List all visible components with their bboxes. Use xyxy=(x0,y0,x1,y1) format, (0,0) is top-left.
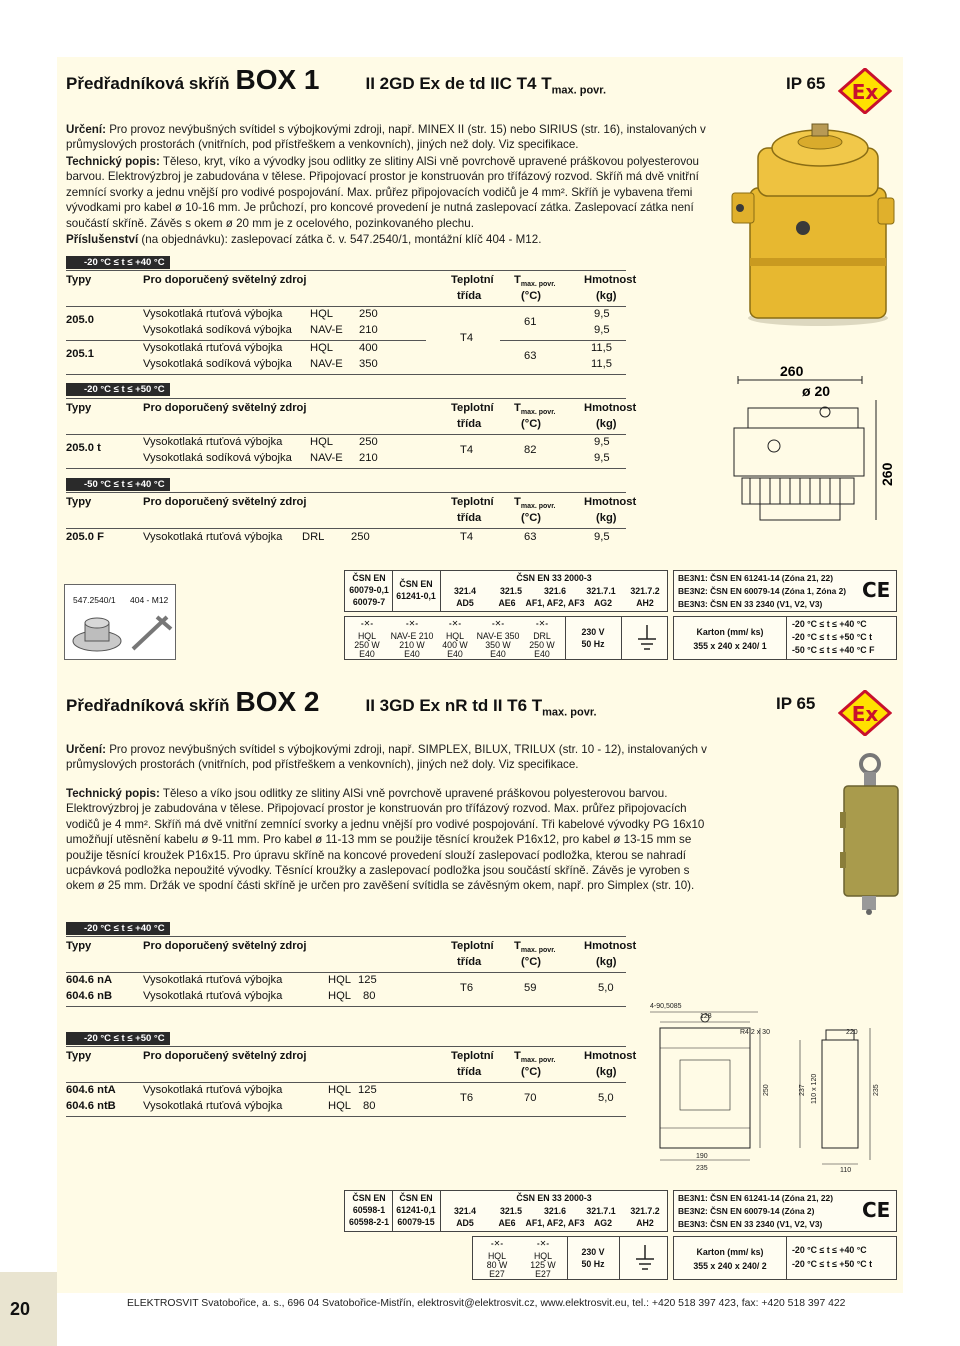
col-typy: Typy xyxy=(66,940,92,952)
table-row-lamp: Vysokotlaká rtuťová výbojka xyxy=(143,531,283,543)
box2-packaging-grid xyxy=(673,1236,897,1280)
box2-cert-sub: max. povr. xyxy=(542,706,597,719)
grid-divider xyxy=(392,571,393,611)
table-rule xyxy=(66,1082,626,1083)
lamp-base: E27 xyxy=(535,1269,551,1279)
grid-divider xyxy=(567,1237,568,1279)
table-row-code: HQL xyxy=(328,1100,352,1112)
lamp-code: HQL xyxy=(357,631,377,641)
box2-dim: 4-90,5085 xyxy=(650,1003,682,1010)
col-tmax-label: T xyxy=(514,1050,521,1062)
sealing-cap-icon xyxy=(71,611,123,655)
table-row-mass: 9,5 xyxy=(594,531,610,543)
col-hmotnost: Hmotnost xyxy=(584,274,637,286)
col-trida: třída xyxy=(457,418,482,430)
standard-csn33: ČSN EN 33 2000-3 xyxy=(516,573,592,583)
col-tmax-label: T xyxy=(514,402,521,414)
grid-divider xyxy=(565,617,566,659)
table-row-code: NAV-E xyxy=(310,358,343,370)
table-row-watt: 125 xyxy=(358,974,377,986)
table-row-code: HQL xyxy=(328,974,352,986)
lamp-code: HQL xyxy=(445,631,465,641)
env-value: AF1, AF2, AF3 xyxy=(525,1218,585,1228)
grid-divider xyxy=(619,1237,620,1279)
temp-spec: -20 °C ≤ t ≤ +40 °C xyxy=(792,1245,867,1255)
box2-dim: 237 xyxy=(799,1084,806,1096)
env-value: AE6 xyxy=(498,1218,516,1228)
box1-ip-rating: IP 65 xyxy=(786,74,826,93)
table-row-class: T6 xyxy=(460,1092,474,1104)
table-row-code: NAV-E xyxy=(310,452,343,464)
col-trida: třída xyxy=(457,1066,482,1078)
col-celsius: (°C) xyxy=(521,956,542,968)
col-tmax-sub: max. povr. xyxy=(520,281,556,289)
col-zdroj: Pro doporučený světelný zdroj xyxy=(143,274,307,286)
table-row-tmax: 70 xyxy=(524,1092,537,1104)
col-kg: (kg) xyxy=(596,290,617,302)
box2-dim: 220 xyxy=(846,1029,858,1036)
table-row-watt: 400 xyxy=(359,342,378,354)
table-row-code: DRL xyxy=(302,531,325,543)
env-code: 321.4 xyxy=(453,586,476,596)
table-rule xyxy=(66,492,626,493)
col-tmax-sub: max. povr. xyxy=(520,503,556,511)
lamp-base: E40 xyxy=(359,649,375,659)
lamp-watt: 80 W xyxy=(486,1260,508,1270)
table-row-lamp: Vysokotlaká rtuťová výbojka xyxy=(143,974,283,986)
col-tmax xyxy=(514,274,555,288)
table-rule xyxy=(66,972,626,973)
table-rule xyxy=(66,398,626,399)
packaging-label: Karton (mm/ ks) xyxy=(696,627,764,637)
standard-csn: ČSN EN xyxy=(352,573,386,583)
be-standard: BE3N1: ČSN EN 61241-14 (Zóna 21, 22) xyxy=(678,1193,833,1203)
table-row-lamp: Vysokotlaká rtuťová výbojka xyxy=(143,436,283,448)
lamp-code: HQL xyxy=(487,1251,507,1261)
box1-dim-width: 260 xyxy=(780,363,804,379)
be-standard: BE3N3: ČSN EN 33 2340 (V1, V2, V3) xyxy=(678,1219,823,1229)
footer-contact: ELEKTROSVIT Svatobořice, a. s., 696 04 Svatobořice-Mistřín, elektrosvit@elektrosvit.cz, www.elektrosvit.eu, tel.: +420 518 397 423, fax: +420 518 397 422 xyxy=(127,1298,846,1309)
lamp-watt: 250 W xyxy=(529,640,555,650)
table-row-watt: 350 xyxy=(359,358,378,370)
table-row-tmax: 61 xyxy=(524,316,537,328)
standard-csn: 60079-15 xyxy=(397,1217,435,1227)
table-row-code: HQL xyxy=(310,342,334,354)
table-row-code: HQL xyxy=(328,990,352,1002)
box2-title-big: BOX 2 xyxy=(235,686,320,717)
lamp-code: NAV-E 350 xyxy=(476,631,520,641)
col-celsius: (°C) xyxy=(521,290,542,302)
box1-accessories-text xyxy=(66,232,706,247)
table-row-typ: 205.0 xyxy=(66,314,94,326)
box1-standards-grid xyxy=(344,570,668,612)
box2-table-2 xyxy=(66,1046,637,1120)
env-code: 321.7.1 xyxy=(586,586,616,596)
box2-dim: R4,2 x 30 xyxy=(740,1029,770,1036)
standard-csn: 61241-0,1 xyxy=(396,1205,436,1215)
voltage: 230 V xyxy=(581,627,605,637)
box2-dim: 235 xyxy=(696,1165,708,1172)
col-tmax-label: T xyxy=(514,274,521,286)
standard-csn: 60079-0,1 xyxy=(349,585,389,595)
col-typy: Typy xyxy=(66,496,92,508)
table-row-watt: 250 xyxy=(359,308,378,320)
lamp-watt: 250 W xyxy=(354,640,380,650)
col-tmax xyxy=(514,940,555,954)
env-code: 321.7.2 xyxy=(630,1206,660,1216)
box2-ip-rating: IP 65 xyxy=(776,694,816,713)
box1-temp-range-1: -20 °C ≤ t ≤ +40 °C xyxy=(66,256,170,269)
lamp-symbol-icon: -✕- xyxy=(360,619,374,628)
env-value: AD5 xyxy=(456,1218,474,1228)
table-rule xyxy=(66,1046,626,1047)
box1-certification xyxy=(366,74,607,96)
be-standard: BE3N3: ČSN EN 33 2340 (V1, V2, V3) xyxy=(678,599,823,609)
box2-tech-text: Těleso a víko jsou odlitky ze slitiny AlSi vně povrchově upravené práškovou polyesterovou barvou. Elektrovýzbroj je zabudována v tělese. Připojovací prostor je konstruován pro třífázový rozvod. Max. průřez připojovacích vodičů je 4 mm². Skříň má dvě vnitřní zemnící svorky a jednu vnější pro vodivé pospojování. Tři kabelové vývodky PG 16x10 umožňují utěsnění kabelu ø 9-11 mm. Pro kabel ø 11-13 mm se použije těsnící kroužek P16x12, pro kabel ø 13-15 mm se použije těsnící kroužek P16x15. Pro úpravu skříně na koncové provedení slouží zaslepovací podložka, kterou se nahradí ucpávková podložka nepoužité vývodky. Těsnící kroužky a zaslepovací podložka jsou součástí skříně. Závěs je vyroben s okem ø 25 mm. Držák ve spodní části skříně je určen pro zavěšení svítidla se závěsným okem, např. pro Simplex (str. 10). xyxy=(66,787,705,893)
table-row-lamp: Vysokotlaká sodíková výbojka xyxy=(143,358,292,370)
col-trida: třída xyxy=(457,956,482,968)
table-row-lamp: Vysokotlaká sodíková výbojka xyxy=(143,452,292,464)
temp-spec: -20 °C ≤ t ≤ +50 °C t xyxy=(792,632,873,642)
table-rule xyxy=(66,374,626,375)
box2-standards-grid xyxy=(344,1190,668,1232)
box1-cert-text: II 2GD Ex de td IIC T4 T xyxy=(365,74,552,93)
page-number: 20 xyxy=(10,1299,31,1319)
box1-packaging-grid xyxy=(673,616,897,660)
table-row-class: T4 xyxy=(460,531,474,543)
table-row-mass: 11,5 xyxy=(591,358,612,370)
standard-csn: 61241-0,1 xyxy=(396,591,436,601)
col-celsius: (°C) xyxy=(521,418,542,430)
env-code: 321.7.2 xyxy=(630,586,660,596)
lamp-symbol-icon: -✕- xyxy=(448,619,462,628)
box2-table-1 xyxy=(66,936,637,1010)
box2-dim: 110 xyxy=(840,1167,852,1174)
table-row-typ: 205.1 xyxy=(66,348,94,360)
col-teplotni: Teplotní xyxy=(451,940,494,952)
col-zdroj: Pro doporučený světelný zdroj xyxy=(143,496,307,508)
box2-cert-text: II 3GD Ex nR td II T6 T xyxy=(365,696,543,715)
packaging-label: Karton (mm/ ks) xyxy=(696,1247,764,1257)
table-row-mass: 11,5 xyxy=(591,342,612,354)
box1-cert-sub: max. povr. xyxy=(551,84,607,97)
box2-dim: 128 xyxy=(700,1013,712,1020)
col-hmotnost: Hmotnost xyxy=(584,402,637,414)
box1-temp-range-3: -50 °C ≤ t ≤ +40 °C xyxy=(66,478,170,491)
lamp-base: E40 xyxy=(534,649,550,659)
box1-table-3 xyxy=(66,492,637,550)
box2-lamps-grid xyxy=(472,1236,668,1280)
table-row-mass: 5,0 xyxy=(598,982,614,994)
lamp-base: E40 xyxy=(404,649,420,659)
table-row-class: T4 xyxy=(460,332,474,344)
table-row-watt: 250 xyxy=(351,531,370,543)
box1-temp-range-2: -20 °C ≤ t ≤ +50 °C xyxy=(66,383,170,396)
table-row-watt: 80 xyxy=(363,990,376,1002)
lamp-symbol-icon: -✕- xyxy=(535,619,549,628)
table-rule xyxy=(66,936,626,937)
lamp-symbol-icon: -✕- xyxy=(491,619,505,628)
box2-dim: 235 xyxy=(873,1084,880,1096)
table-row-tmax: 63 xyxy=(524,531,537,543)
temp-spec: -50 °C ≤ t ≤ +40 °C F xyxy=(792,645,875,655)
lamp-code: NAV-E 210 xyxy=(390,631,434,641)
col-teplotni: Teplotní xyxy=(451,1050,494,1062)
table-row-typ: 604.6 nA xyxy=(66,974,113,986)
box1-accessories-images xyxy=(64,584,176,660)
standard-csn33: ČSN EN 33 2000-3 xyxy=(516,1193,592,1203)
col-kg: (kg) xyxy=(596,418,617,430)
env-code: 321.5 xyxy=(499,586,522,596)
lamp-base: E27 xyxy=(489,1269,505,1279)
box1-technical-drawing xyxy=(720,360,896,530)
ce-mark-icon: CE xyxy=(862,1198,891,1222)
packaging-dims: 355 x 240 x 240/ 1 xyxy=(693,641,767,651)
env-value: AG2 xyxy=(593,1218,613,1228)
box1-table-1 xyxy=(66,270,637,380)
table-row-lamp: Vysokotlaká rtuťová výbojka xyxy=(143,342,283,354)
lamp-base: E40 xyxy=(490,649,506,659)
table-row-mass: 9,5 xyxy=(594,452,610,464)
box2-dim: 110 x 120 xyxy=(811,1073,818,1104)
table-row-typ: 604.6 ntB xyxy=(66,1100,116,1112)
box2-title xyxy=(66,686,597,718)
table-row-mass: 9,5 xyxy=(594,324,610,336)
col-tmax-sub: max. povr. xyxy=(520,409,556,417)
box1-title-small: Předřadníková skříň xyxy=(66,74,230,93)
box1-title xyxy=(66,64,606,96)
env-value: AH2 xyxy=(636,1218,654,1228)
box2-urceni-label: Určení: xyxy=(66,743,106,756)
box2-tech xyxy=(66,786,714,894)
env-code: 321.5 xyxy=(499,1206,522,1216)
env-code: 321.7.1 xyxy=(586,1206,616,1216)
box2-urceni-text: Pro provoz nevýbušných svítidel s výbojkovými zdroji, např. SIMPLEX, BILUX, TRILUX (str. 10 - 12), instalovaných v průmyslových prostorách (vnitřních, pod přístřeškem a venkovních), jiných než doly. Viz specifikace. xyxy=(66,743,707,772)
lamp-watt: 400 W xyxy=(442,640,468,650)
table-row-code: HQL xyxy=(310,308,334,320)
col-tmax-label: T xyxy=(514,496,521,508)
table-rule xyxy=(66,340,426,341)
col-tmax xyxy=(514,496,555,510)
lamp-code: HQL xyxy=(533,1251,553,1261)
col-tmax-sub: max. povr. xyxy=(520,947,556,955)
col-kg: (kg) xyxy=(596,1066,617,1078)
be-standard: BE3N1: ČSN EN 61241-14 (Zóna 21, 22) xyxy=(678,573,833,583)
box2-title-small: Předřadníková skříň xyxy=(66,696,230,715)
col-typy: Typy xyxy=(66,1050,92,1062)
table-rule xyxy=(66,528,626,529)
table-row-class: T4 xyxy=(460,444,474,456)
table-row-code: NAV-E xyxy=(310,324,343,336)
box1-tech-text: Těleso, kryt, víko a vývodky jsou odlitky ze slitiny AlSi vně povrchově upravené práškovou polyesterovou barvou. Elektrovýzbroj je zabudována v tělese. Připojovací prostor je konstruován pro třífázový rozvod. Skříň má dvě vnitřní zemnící svorky a jednu vnější pro vodivé pospojování. Max. průřez připojovacích vodičů je 4 mm². Skříň je vybavena třemi vývodkami pro kabel ø 10-16 mm. Je průchozí, pro koncové provedení je nutná zaslepovací zátka. Zaslepovací zátka není součástí skříně. Závěs s okem ø 20 mm je z ocelového, pozinkovaného plechu. xyxy=(66,155,700,230)
box2-technical-drawing xyxy=(640,1000,894,1178)
lamp-watt: 125 W xyxy=(530,1260,556,1270)
box1-urceni-text: Pro provoz nevýbušných svítidel s výbojkovými zdroji, např. MINEX II (str. 15) nebo SIRIUS (str. 16), instalovaných v průmyslových prostorách (vnitřních, pod přístřeškem a venkovních), jiných než doly. Viz specifikace. xyxy=(66,123,706,152)
standard-csn: 60598-1 xyxy=(352,1205,386,1215)
frequency: 50 Hz xyxy=(581,1259,605,1269)
table-rule xyxy=(500,340,626,341)
col-teplotni: Teplotní xyxy=(451,402,494,414)
box2-product-photo xyxy=(836,752,900,916)
table-row-watt: 80 xyxy=(363,1100,376,1112)
box1-tech xyxy=(66,154,714,231)
env-value: AH2 xyxy=(636,598,654,608)
table-row-watt: 125 xyxy=(358,1084,377,1096)
accessory-cap-code: 547.2540/1 xyxy=(73,595,116,605)
box1-pris-label: Příslušenství xyxy=(66,233,139,246)
table-row-watt: 210 xyxy=(359,452,378,464)
col-hmotnost: Hmotnost xyxy=(584,940,637,952)
table-row-tmax: 59 xyxy=(524,982,537,994)
env-code: 321.6 xyxy=(543,586,566,596)
box2-temp-range-2: -20 °C ≤ t ≤ +50 °C xyxy=(66,1032,170,1045)
table-row-lamp: Vysokotlaká rtuťová výbojka xyxy=(143,308,283,320)
env-value: AE6 xyxy=(498,598,516,608)
table-rule xyxy=(66,468,626,469)
standard-csn: 60598-2-1 xyxy=(348,1217,390,1227)
box1-urceni-label: Určení: xyxy=(66,123,106,136)
col-typy: Typy xyxy=(66,274,92,286)
col-zdroj: Pro doporučený světelný zdroj xyxy=(143,940,307,952)
col-trida: třída xyxy=(457,512,482,524)
standard-csn: ČSN EN xyxy=(352,1193,386,1203)
col-celsius: (°C) xyxy=(521,512,542,524)
box2-urceni xyxy=(66,742,718,773)
table-row-tmax: 82 xyxy=(524,444,537,456)
table-row-lamp: Vysokotlaká rtuťová výbojka xyxy=(143,1100,283,1112)
mounting-key-icon xyxy=(127,611,173,655)
box1-lamps-grid xyxy=(344,616,668,660)
lamp-watt: 350 W xyxy=(485,640,511,650)
table-rule xyxy=(66,1116,626,1117)
box1-urceni xyxy=(66,122,714,153)
table-rule xyxy=(66,306,626,307)
table-row-class: T6 xyxy=(460,982,474,994)
ground-icon xyxy=(635,623,659,653)
col-kg: (kg) xyxy=(596,512,617,524)
table-row-typ: 205.0 t xyxy=(66,442,101,454)
frequency: 50 Hz xyxy=(581,639,605,649)
box1-product-photo xyxy=(728,118,898,330)
box2-tech-label: Technický popis: xyxy=(66,787,160,800)
col-typy: Typy xyxy=(66,402,92,414)
box1-tech-label: Technický popis: xyxy=(66,155,160,168)
be-standard: BE3N2: ČSN EN 60079-14 (Zóna 1, Zóna 2) xyxy=(678,586,847,596)
grid-divider xyxy=(786,1237,787,1279)
col-tmax-sub: max. povr. xyxy=(520,1057,556,1065)
table-row-code: HQL xyxy=(310,436,334,448)
box1-dim-height: 260 xyxy=(879,462,895,486)
table-row-mass: 9,5 xyxy=(594,436,610,448)
table-row-tmax: 63 xyxy=(524,350,537,362)
col-tmax xyxy=(514,1050,555,1064)
box1-dim-hole: ø 20 xyxy=(802,383,831,399)
col-zdroj: Pro doporučený světelný zdroj xyxy=(143,1050,307,1062)
temp-spec: -20 °C ≤ t ≤ +40 °C xyxy=(792,619,867,629)
ce-mark-icon: CE xyxy=(862,578,891,602)
col-trida: třída xyxy=(457,290,482,302)
box1-title-big: BOX 1 xyxy=(235,64,320,95)
table-row-typ: 604.6 ntA xyxy=(66,1084,116,1096)
box2-ex-logo-icon xyxy=(838,690,892,736)
col-tmax-label: T xyxy=(514,940,521,952)
col-teplotni: Teplotní xyxy=(451,496,494,508)
table-row-lamp: Vysokotlaká sodíková výbojka xyxy=(143,324,292,336)
lamp-symbol-icon: -✕- xyxy=(405,619,419,628)
box2-certification xyxy=(366,696,597,718)
standard-csn: ČSN EN xyxy=(399,579,433,589)
lamp-symbol-icon: -✕- xyxy=(536,1239,550,1248)
box2-temp-range-1: -20 °C ≤ t ≤ +40 °C xyxy=(66,922,170,935)
table-row-lamp: Vysokotlaká rtuťová výbojka xyxy=(143,990,283,1002)
table-row-typ: 205.0 F xyxy=(66,531,104,543)
box2-ex-logo-text: Ex xyxy=(851,702,879,726)
ground-icon xyxy=(633,1243,657,1273)
lamp-symbol-icon: -✕- xyxy=(490,1239,504,1248)
accessory-key-code: 404 - M12 xyxy=(130,595,169,605)
env-value: AD5 xyxy=(456,598,474,608)
grid-divider xyxy=(392,1191,393,1231)
env-code: 321.4 xyxy=(453,1206,476,1216)
table-row-mass: 5,0 xyxy=(598,1092,614,1104)
temp-spec: -20 °C ≤ t ≤ +50 °C t xyxy=(792,1259,873,1269)
lamp-code: DRL xyxy=(533,631,551,641)
table-row-watt: 210 xyxy=(359,324,378,336)
lamp-watt: 210 W xyxy=(399,640,425,650)
box1-pris-text: (na objednávku): zaslepovací zátka č. v. 547.2540/1, montážní klíč 404 - M12. xyxy=(141,233,542,246)
table-row-lamp: Vysokotlaká rtuťová výbojka xyxy=(143,1084,283,1096)
table-rule xyxy=(66,270,626,271)
be-standard: BE3N2: ČSN EN 60079-14 (Zóna 2) xyxy=(678,1206,815,1216)
env-value: AG2 xyxy=(593,598,613,608)
standard-csn: 60079-7 xyxy=(352,597,386,607)
table-rule xyxy=(66,434,626,435)
grid-divider xyxy=(786,617,787,659)
col-celsius: (°C) xyxy=(521,1066,542,1078)
col-teplotni: Teplotní xyxy=(451,274,494,286)
standard-csn: ČSN EN xyxy=(399,1193,433,1203)
box1-ex-logo-icon xyxy=(838,68,892,114)
col-zdroj: Pro doporučený světelný zdroj xyxy=(143,402,307,414)
box2-dim: 190 xyxy=(696,1153,708,1160)
table-row-typ: 604.6 nB xyxy=(66,990,113,1002)
col-kg: (kg) xyxy=(596,956,617,968)
box2-dim: 250 xyxy=(763,1084,770,1096)
env-value: AF1, AF2, AF3 xyxy=(525,598,585,608)
col-hmotnost: Hmotnost xyxy=(584,1050,637,1062)
box1-ex-logo-text: Ex xyxy=(851,80,879,104)
voltage: 230 V xyxy=(581,1247,605,1257)
grid-divider xyxy=(621,617,622,659)
env-code: 321.6 xyxy=(543,1206,566,1216)
box1-table-2 xyxy=(66,398,637,472)
packaging-dims: 355 x 240 x 240/ 2 xyxy=(693,1261,767,1271)
col-hmotnost: Hmotnost xyxy=(584,496,637,508)
table-rule xyxy=(66,1006,626,1007)
table-row-mass: 9,5 xyxy=(594,308,610,320)
table-row-watt: 250 xyxy=(359,436,378,448)
col-tmax xyxy=(514,402,555,416)
lamp-base: E40 xyxy=(447,649,463,659)
table-row-code: HQL xyxy=(328,1084,352,1096)
